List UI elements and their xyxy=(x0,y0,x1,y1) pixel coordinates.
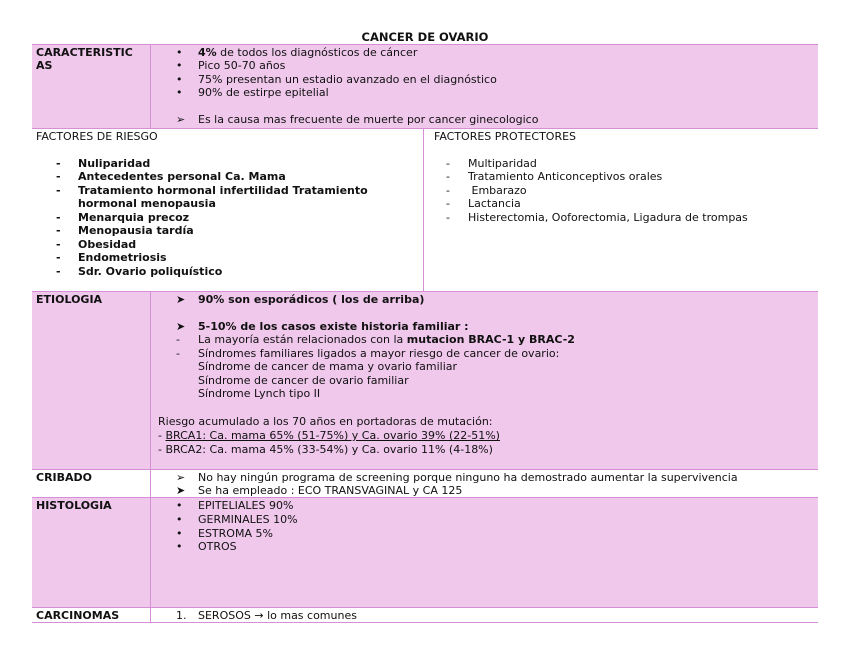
caracteristica-note: ➢ Es la causa mas frecuente de muerte por cancer ginecologico xyxy=(176,113,539,126)
syndrome-line: Síndrome de cancer de mama y ovario familiar xyxy=(198,360,458,373)
etiologia-subpoint: - La mayoría están relacionados con la mutacion BRAC-1 y BRAC-2 xyxy=(176,333,575,346)
column-divider xyxy=(150,470,151,497)
row-factores xyxy=(32,129,818,291)
label-factores-protectores: FACTORES PROTECTORES xyxy=(434,130,577,143)
caracteristica-item: • 4% de todos los diagnósticos de cáncer xyxy=(176,46,418,59)
protector-item: - Lactancia xyxy=(446,197,521,210)
riesgo-intro: Riesgo acumulado a los 70 años en portadoras de mutación: xyxy=(158,415,493,428)
riesgo-item-continued: hormonal menopausia xyxy=(78,197,216,210)
protector-item: - Tratamiento Anticonceptivos orales xyxy=(446,170,663,183)
riesgo-item: - Menopausia tardía xyxy=(56,224,194,237)
document-title: CANCER DE OVARIO xyxy=(361,30,489,44)
caracteristica-item: • 90% de estirpe epitelial xyxy=(176,86,329,99)
column-divider xyxy=(150,45,151,128)
riesgo-item: - Tratamiento hormonal infertilidad Tratamiento xyxy=(56,184,368,197)
label-histologia: HISTOLOGIA xyxy=(36,499,112,512)
histologia-item: • OTROS xyxy=(176,540,237,553)
syndrome-line: Síndrome de cancer de ovario familiar xyxy=(198,374,409,387)
syndrome-line: Síndrome Lynch tipo II xyxy=(198,387,321,400)
column-divider xyxy=(150,498,151,607)
caracteristica-item: • 75% presentan un estadio avanzado en el diagnóstico xyxy=(176,73,497,86)
column-divider xyxy=(150,608,151,622)
etiologia-subpoint: - Síndromes familiares ligados a mayor riesgo de cancer de ovario: xyxy=(176,347,560,360)
label-caracteristicas-2: AS xyxy=(36,59,53,72)
label-caracteristicas-1: CARACTERISTIC xyxy=(36,46,133,59)
row-rule xyxy=(32,622,818,623)
riesgo-item: - Sdr. Ovario poliquístico xyxy=(56,265,223,278)
caracteristica-item: • Pico 50-70 años xyxy=(176,59,286,72)
label-etiologia: ETIOLOGIA xyxy=(36,293,103,306)
riesgo-item: - Nuliparidad xyxy=(56,157,151,170)
factores-divider xyxy=(423,129,424,291)
cribado-item: ➢ No hay ningún programa de screening porque ninguno ha demostrado aumentar la supervivencia xyxy=(176,471,738,484)
row-cribado xyxy=(32,470,818,497)
brca2-line: - BRCA2: Ca. mama 45% (33-54%) y Ca. ovario 11% (4-18%) xyxy=(158,443,493,456)
brca1-line: - BRCA1: Ca. mama 65% (51-75%) y Ca. ovario 39% (22-51%) xyxy=(158,429,500,442)
riesgo-item: - Obesidad xyxy=(56,238,137,251)
histologia-item: • GERMINALES 10% xyxy=(176,513,298,526)
carcinoma-item: 1. SEROSOS → lo mas comunes xyxy=(176,609,357,622)
riesgo-item: - Menarquia precoz xyxy=(56,211,190,224)
label-factores-riesgo: FACTORES DE RIESGO xyxy=(36,130,158,143)
label-cribado: CRIBADO xyxy=(36,471,93,484)
riesgo-item: - Endometriosis xyxy=(56,251,167,264)
histologia-item: • ESTROMA 5% xyxy=(176,527,273,540)
row-caracteristicas xyxy=(32,45,818,128)
row-histologia xyxy=(32,498,818,607)
protector-item: - Histerectomia, Ooforectomia, Ligadura de trompas xyxy=(446,211,748,224)
etiologia-point: ➤ 90% son esporádicos ( los de arriba) xyxy=(176,293,425,306)
riesgo-item: - Antecedentes personal Ca. Mama xyxy=(56,170,286,183)
cribado-item: ➤ Se ha empleado : ECO TRANSVAGINAL y CA 125 xyxy=(176,484,463,497)
protector-item: - Embarazo xyxy=(446,184,527,197)
protector-item: - Multiparidad xyxy=(446,157,537,170)
row-carcinomas xyxy=(32,608,818,622)
etiologia-point: ➤ 5-10% de los casos existe historia familiar : xyxy=(176,320,469,333)
row-etiologia xyxy=(32,292,818,469)
histologia-item: • EPITELIALES 90% xyxy=(176,499,294,512)
column-divider xyxy=(150,292,151,469)
label-carcinomas: CARCINOMAS xyxy=(36,609,120,622)
